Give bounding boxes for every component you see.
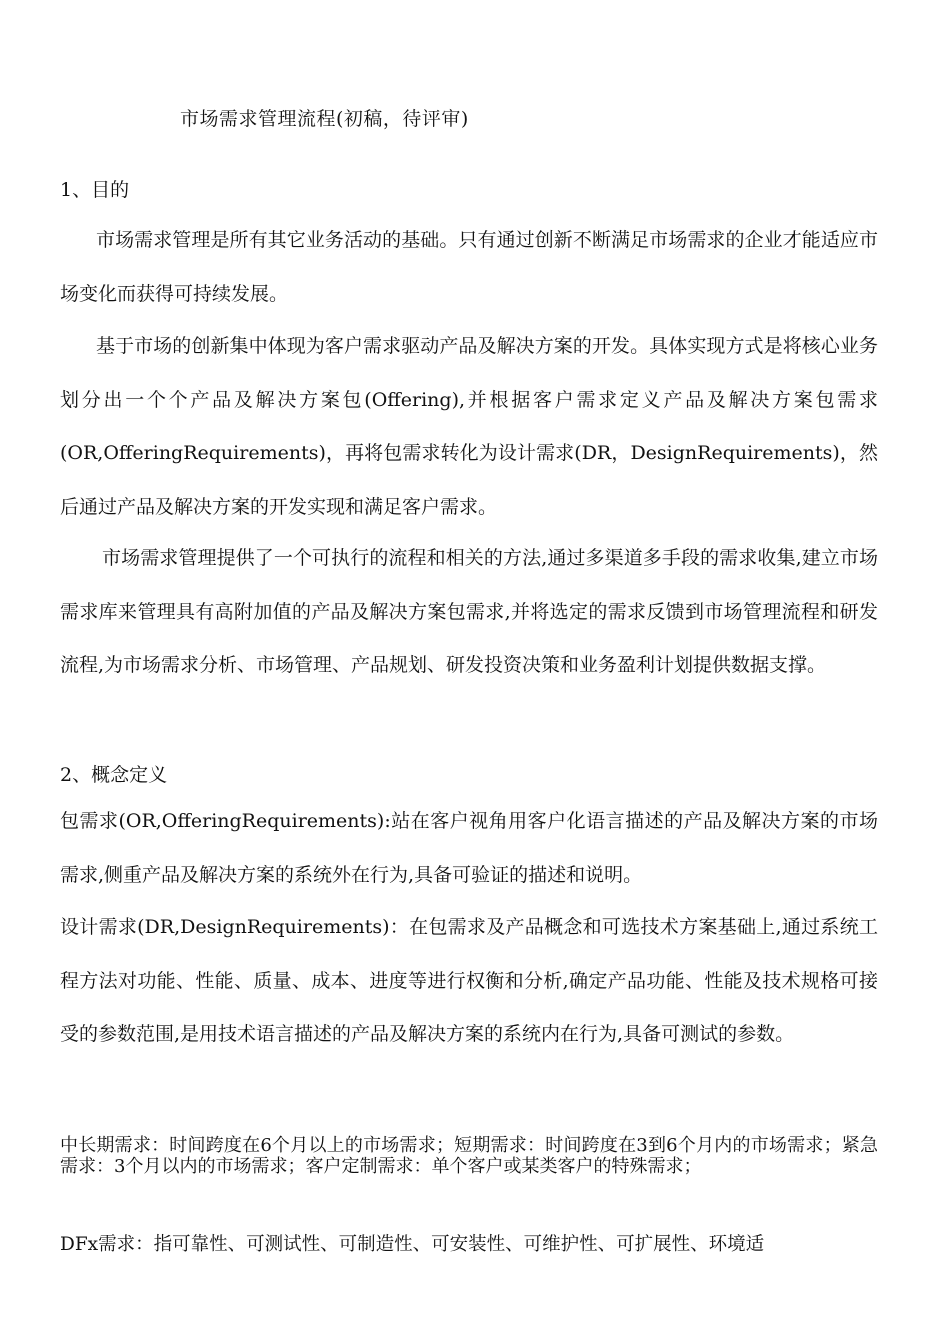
- paragraph-purpose-intro: 市场需求管理是所有其它业务活动的基础。只有通过创新不断满足市场需求的企业才能适应市场变化而获得可持续发展。: [60, 229, 878, 305]
- paragraph-definition-terms: 中长期需求：时间跨度在6个月以上的市场需求；短期需求：时间跨度在3到6个月内的市场需求；紧急需求：3个月以内的市场需求；客户定制需求：单个客户或某类客户的特殊需求；: [60, 1135, 878, 1177]
- paragraph-definition-or: 包需求(OR,OfferingRequirements):站在客户视角用客户化语言描述的产品及解决方案的市场需求,侧重产品及解决方案的系统外在行为,具备可验证的描述和说明。: [60, 810, 878, 886]
- paragraph-purpose-innovation: 基于市场的创新集中体现为客户需求驱动产品及解决方案的开发。具体实现方式是将核心业务划分出一个个产品及解决方案包(Offering),并根据客户需求定义产品及解决方案包需求(OR,OfferingRequirements)，再将包需求转化为设计需求(DR，DesignRequirements)，然后通过产品及解决方案的开发实现和满足客户需求。: [60, 335, 878, 518]
- paragraph-definition-dr: 设计需求(DR,DesignRequirements)：在包需求及产品概念和可选技术方案基础上,通过系统工程方法对功能、性能、质量、成本、进度等进行权衡和分析,确定产品功能、性能及技术规格可接受的参数范围,是用技术语言描述的产品及解决方案的系统内在行为,具备可测试的参数。: [60, 916, 878, 1045]
- paragraph-definition-dfx: DFx需求：指可靠性、可测试性、可制造性、可安装性、可维护性、可扩展性、环境适: [60, 1234, 765, 1255]
- paragraph-purpose-process: 市场需求管理提供了一个可执行的流程和相关的方法,通过多渠道多手段的需求收集,建立市场需求库来管理具有高附加值的产品及解决方案包需求,并将选定的需求反馈到市场管理流程和研发流程,为市场需求分析、市场管理、产品规划、研发投资决策和业务盈利计划提供数据支撑。: [60, 547, 878, 676]
- section-heading-purpose: 1、目的: [60, 179, 130, 201]
- document-title: 市场需求管理流程(初稿，待评审): [180, 108, 469, 130]
- section-heading-definitions: 2、概念定义: [60, 764, 168, 786]
